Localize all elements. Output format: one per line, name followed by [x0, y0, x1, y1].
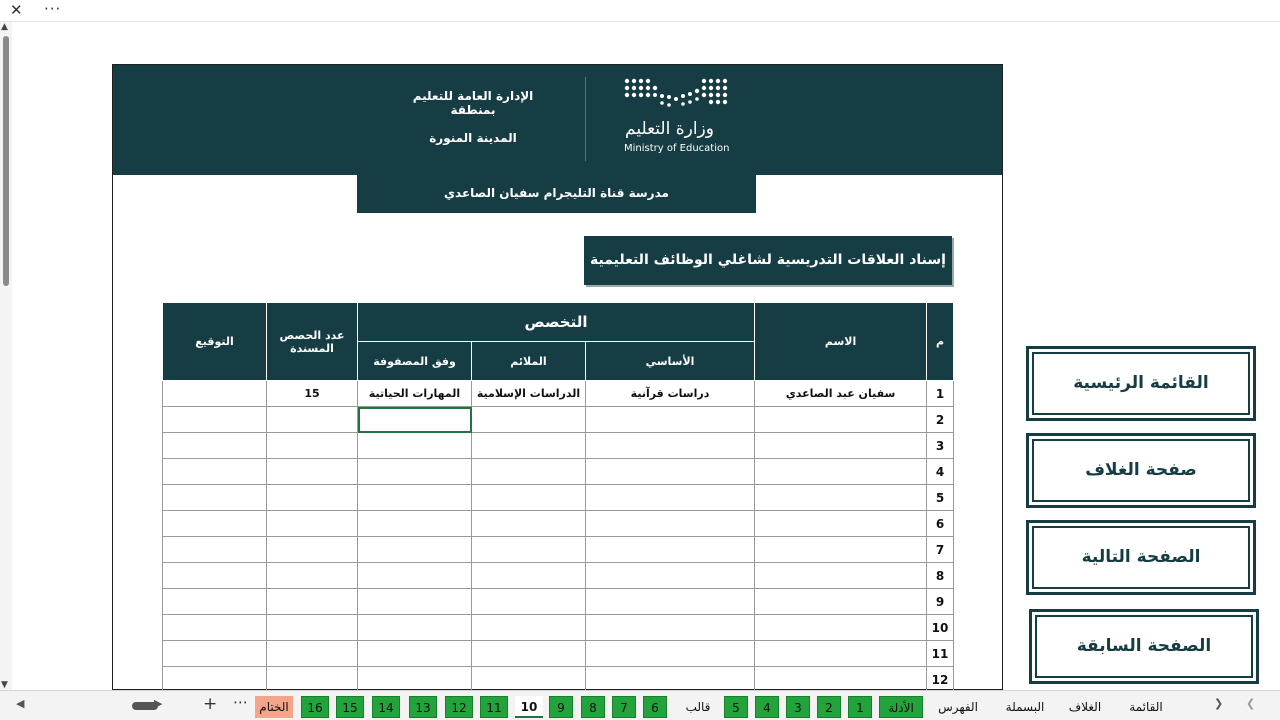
cell-periods[interactable] — [267, 641, 358, 667]
sheet-tab-7[interactable]: 7 — [612, 696, 636, 718]
table-row — [163, 589, 954, 615]
cell-suitable[interactable] — [472, 563, 586, 589]
cell-suitable[interactable] — [472, 511, 586, 537]
sheet-tab-index[interactable]: الفهرس — [938, 700, 978, 714]
sheet-tab-menu[interactable]: القائمة — [1129, 700, 1163, 714]
cell-m[interactable]: 1 — [927, 381, 954, 407]
cover-page-button[interactable] — [1026, 433, 1256, 508]
table-row — [163, 615, 954, 641]
cell-m[interactable]: 6 — [927, 511, 954, 537]
cell-name[interactable] — [755, 511, 927, 537]
cell-suitable[interactable] — [472, 407, 586, 433]
cell-signature[interactable] — [163, 589, 267, 615]
cell-signature[interactable] — [163, 563, 267, 589]
next-page-button[interactable] — [1026, 520, 1256, 595]
sheet-tab-6[interactable]: 6 — [643, 696, 667, 718]
cell-periods[interactable] — [267, 537, 358, 563]
sheet-tab-11[interactable]: 11 — [480, 696, 508, 718]
admin-title-line1: الإدارة العامة للتعليم بمنطقة — [412, 89, 534, 117]
admin-title-line2: المدينة المنورة — [429, 131, 517, 145]
cell-suitable[interactable] — [472, 589, 586, 615]
sheet-tab-1[interactable]: 1 — [848, 696, 872, 718]
cell-signature[interactable] — [163, 381, 267, 407]
cell-matrix[interactable] — [358, 459, 472, 485]
cell-m[interactable]: 2 — [927, 407, 954, 433]
header-band — [113, 65, 1002, 175]
cell-matrix[interactable] — [358, 563, 472, 589]
table-row — [163, 537, 954, 563]
more-sheets-icon[interactable]: ⋯ — [233, 693, 248, 711]
cell-matrix[interactable] — [358, 433, 472, 459]
table-row — [163, 667, 954, 693]
table-row — [163, 511, 954, 537]
cell-matrix[interactable] — [358, 511, 472, 537]
cell-periods[interactable] — [267, 563, 358, 589]
cell-matrix[interactable]: المهارات الحياتية — [358, 381, 472, 407]
cell-m[interactable]: 5 — [927, 485, 954, 511]
sheet-tab-16[interactable]: 16 — [301, 696, 329, 718]
cell-basic[interactable] — [586, 407, 755, 433]
sheet-tab-4[interactable]: 4 — [755, 696, 779, 718]
cell-suitable[interactable] — [472, 667, 586, 693]
header-basic: الأساسي — [586, 342, 755, 381]
cell-suitable[interactable] — [472, 433, 586, 459]
close-icon[interactable]: ✕ — [10, 1, 23, 19]
sheet-tab-cover[interactable]: الغلاف — [1068, 700, 1102, 714]
cell-basic[interactable] — [586, 511, 755, 537]
table-row — [163, 563, 954, 589]
cell-name[interactable] — [755, 615, 927, 641]
cell-matrix[interactable] — [358, 537, 472, 563]
cell-m[interactable]: 12 — [927, 667, 954, 693]
cell-signature[interactable] — [163, 667, 267, 693]
cell-periods[interactable] — [267, 485, 358, 511]
header-suitable: الملائم — [472, 342, 586, 381]
scroll-right-icon[interactable]: ▶ — [154, 697, 163, 710]
vertical-scrollbar[interactable] — [0, 22, 12, 690]
header-signature: التوقيع — [163, 303, 267, 381]
table-row — [163, 407, 954, 433]
table-row — [163, 433, 954, 459]
sheet-tab-bar — [0, 690, 1280, 720]
cell-signature[interactable] — [163, 641, 267, 667]
cell-suitable[interactable] — [472, 615, 586, 641]
add-sheet-button[interactable]: + — [203, 694, 218, 714]
header-m: م — [927, 303, 954, 381]
cell-basic[interactable]: دراسات قرآنية — [586, 381, 755, 407]
cell-signature[interactable] — [163, 511, 267, 537]
header-periods: عدد الحصص المسندة — [267, 303, 358, 381]
cell-suitable[interactable]: الدراسات الإسلامية — [472, 381, 586, 407]
cell-matrix[interactable] — [358, 667, 472, 693]
table-row — [163, 381, 954, 407]
cell-suitable[interactable] — [472, 641, 586, 667]
cell-periods[interactable]: 15 — [267, 381, 358, 407]
cell-basic[interactable] — [586, 563, 755, 589]
cell-basic[interactable] — [586, 485, 755, 511]
main-menu-label: القائمة الرئيسية — [1032, 352, 1250, 415]
cell-m[interactable]: 8 — [927, 563, 954, 589]
cell-suitable[interactable] — [472, 459, 586, 485]
cell-periods[interactable] — [267, 459, 358, 485]
cell-name[interactable] — [755, 589, 927, 615]
sheet-tab-end[interactable]: الختام — [255, 696, 293, 718]
cell-suitable[interactable] — [472, 485, 586, 511]
ministry-logo-english: Ministry of Education — [624, 143, 730, 154]
cell-m[interactable]: 10 — [927, 615, 954, 641]
school-name: مدرسة قناة التليجرام سفيان الصاعدي — [357, 174, 756, 213]
cell-basic[interactable] — [586, 459, 755, 485]
cell-name[interactable] — [755, 667, 927, 693]
window-titlebar — [0, 0, 1280, 22]
cover-page-label: صفحة الغلاف — [1032, 439, 1250, 502]
cell-suitable[interactable] — [472, 537, 586, 563]
scroll-up-icon[interactable]: ▲ — [1, 22, 8, 32]
prev-page-button[interactable] — [1029, 609, 1259, 684]
header-divider — [585, 77, 586, 161]
cell-signature[interactable] — [163, 459, 267, 485]
cell-signature[interactable] — [163, 407, 267, 433]
cell-m[interactable]: 9 — [927, 589, 954, 615]
cell-periods[interactable] — [267, 667, 358, 693]
sheet-nav-prev-icon[interactable]: ❯ — [1214, 697, 1224, 710]
ministry-logo-arabic: وزارة التعليم — [625, 119, 714, 139]
cell-signature[interactable] — [163, 537, 267, 563]
sheet-tab-9[interactable]: 9 — [549, 696, 573, 718]
cell-signature[interactable] — [163, 433, 267, 459]
cell-signature[interactable] — [163, 485, 267, 511]
scroll-thumb[interactable] — [3, 36, 9, 286]
cell-basic[interactable] — [586, 433, 755, 459]
sheet-tab-3[interactable]: 3 — [786, 696, 810, 718]
cell-name[interactable] — [755, 641, 927, 667]
cell-m[interactable]: 4 — [927, 459, 954, 485]
cell-basic[interactable] — [586, 641, 755, 667]
cell-basic[interactable] — [586, 615, 755, 641]
cell-matrix-selected[interactable] — [358, 407, 472, 433]
ministry-logo-icon — [623, 77, 733, 117]
sheet-tab-5[interactable]: 5 — [724, 696, 748, 718]
cell-name[interactable] — [755, 433, 927, 459]
sheet-tab-template[interactable]: قالب — [685, 700, 711, 714]
scroll-left-icon[interactable]: ◀ — [16, 697, 25, 710]
cell-periods[interactable] — [267, 407, 358, 433]
page-title: إسناد العلاقات التدريسية لشاغلي الوظائف التعليمية — [584, 236, 952, 285]
cell-name[interactable]: سفيان عبد الصاعدي — [755, 381, 927, 407]
sheet-tab-8[interactable]: 8 — [581, 696, 605, 718]
cell-matrix[interactable] — [358, 589, 472, 615]
cell-signature[interactable] — [163, 615, 267, 641]
more-dots-icon[interactable]: ··· — [44, 0, 62, 18]
sheet-tab-12[interactable]: 12 — [445, 696, 473, 718]
table-row — [163, 641, 954, 667]
table-row — [163, 459, 954, 485]
cell-m[interactable]: 7 — [927, 537, 954, 563]
cell-matrix[interactable] — [358, 615, 472, 641]
cell-basic[interactable] — [586, 537, 755, 563]
cell-periods[interactable] — [267, 511, 358, 537]
sheet-tab-basmala[interactable]: البسملة — [1005, 700, 1045, 714]
sheet-tab-10[interactable]: 10 — [515, 696, 543, 718]
sheet-nav-next-icon[interactable]: ❮ — [1246, 697, 1256, 710]
cell-name[interactable] — [755, 459, 927, 485]
cell-name[interactable] — [755, 485, 927, 511]
sheet-tab-15[interactable]: 15 — [336, 696, 364, 718]
header-specialization: التخصص — [358, 303, 755, 342]
assignment-table — [162, 302, 954, 693]
cell-matrix[interactable] — [358, 485, 472, 511]
cell-periods[interactable] — [267, 433, 358, 459]
prev-page-label: الصفحة السابقة — [1035, 615, 1253, 678]
header-matrix: وفق المصفوفة — [358, 342, 472, 381]
sheet-tab-14[interactable]: 14 — [372, 696, 400, 718]
next-page-label: الصفحة التالية — [1032, 526, 1250, 589]
sheet-tab-evidence[interactable]: الأدلة — [879, 696, 923, 718]
cell-name[interactable] — [755, 407, 927, 433]
scroll-down-icon[interactable]: ▼ — [1, 680, 8, 690]
cell-matrix[interactable] — [358, 641, 472, 667]
cell-periods[interactable] — [267, 615, 358, 641]
sheet-tab-2[interactable]: 2 — [817, 696, 841, 718]
cell-name[interactable] — [755, 563, 927, 589]
cell-m[interactable]: 11 — [927, 641, 954, 667]
cell-periods[interactable] — [267, 589, 358, 615]
header-name: الاسم — [755, 303, 927, 381]
cell-m[interactable]: 3 — [927, 433, 954, 459]
cell-name[interactable] — [755, 537, 927, 563]
cell-basic[interactable] — [586, 667, 755, 693]
table-row — [163, 485, 954, 511]
sheet-tab-13[interactable]: 13 — [409, 696, 437, 718]
main-menu-button[interactable] — [1026, 346, 1256, 421]
cell-basic[interactable] — [586, 589, 755, 615]
